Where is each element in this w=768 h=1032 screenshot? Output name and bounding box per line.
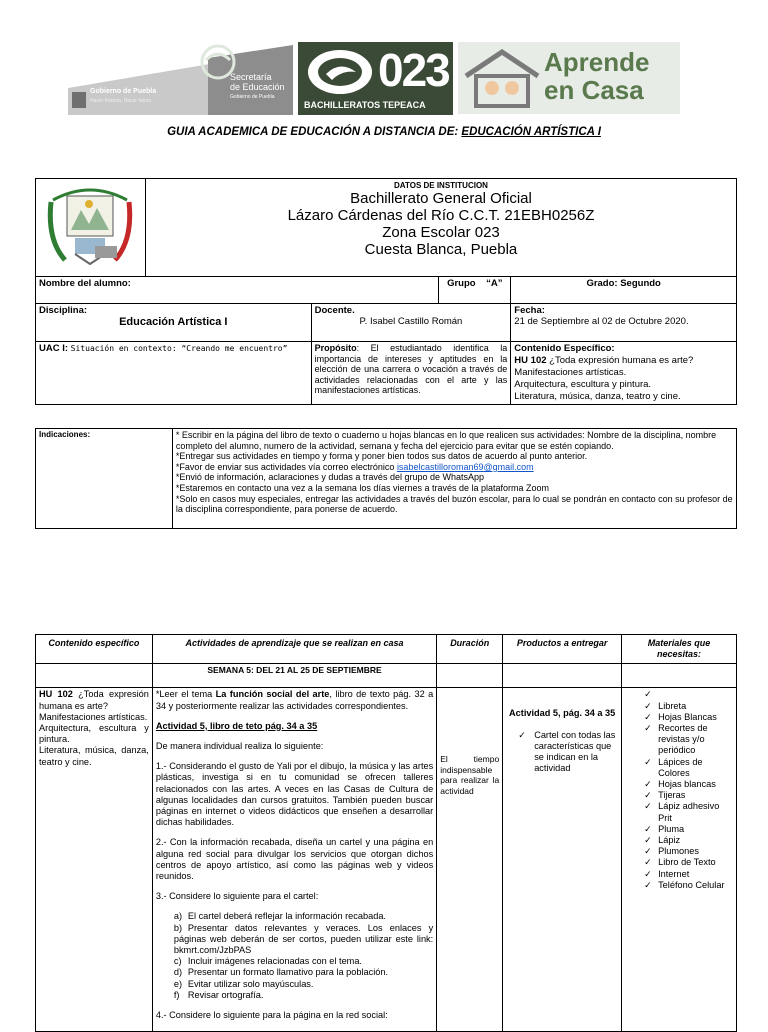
group-cell [439, 277, 511, 304]
indication-1: * Escribir en la página del libro de texto o cuaderno u hojas blancas en lo que realicen sus actividades: Nombre de la disciplina, nombre completo del alumno, numero de la actividad, semana y fecha del ejercicio para evitar que se estén copiando. [175, 430, 717, 451]
header-content: Contenido específico [36, 635, 153, 664]
material-item: ✓ Tijeras [644, 790, 733, 801]
content-line2: Manifestaciones artísticas. [514, 367, 627, 378]
teacher-label: Docente [314, 305, 353, 316]
week-label: SEMANA 5: DEL 21 AL 25 DE SEPTIEMBRE [152, 664, 436, 688]
teacher-cell: Docente. P. Isabel Castillo Román [311, 304, 511, 342]
discipline-cell: Disciplina: Educación Artística I [36, 304, 312, 342]
activity-content-line2: Manifestaciones artísticas. [39, 711, 148, 722]
activities-detail [152, 688, 436, 1032]
material-item: ✓ Hojas blancas [644, 779, 733, 790]
material-item: ✓ Pluma [644, 824, 733, 835]
poster-requirement [174, 911, 433, 922]
activity-step-2: 2.- Con la información recabada, diseña un cartel y una página en alguna red social para divulgar los servicios que otorgan dichos centros de apoyo artístico, así como las páginas web y videos reunidos. [155, 837, 434, 882]
header-activities: Actividades de aprendizaje que se realizan en casa [152, 635, 436, 664]
requirement-text: Presentar un formato llamativo para la población. [187, 967, 389, 978]
indication-5: *Estaremos en contacto una vez a la semana los días viernes a través de la plataforma Zoom [175, 482, 550, 493]
material-item: ✓ Lápiz adhesivo Prit [644, 801, 733, 823]
header-materials: Materiales que necesitas: [622, 635, 737, 664]
header-products: Productos a entregar [503, 635, 622, 664]
indications-table [35, 428, 737, 529]
content-hu: HU 102 [514, 355, 547, 366]
material-item: ✓ Libro de Texto [644, 857, 733, 868]
requirement-key: f) [173, 989, 180, 1000]
products-cell [503, 688, 622, 1032]
activity-intro-topic: La función social del arte [215, 689, 330, 700]
material-item: ✓ Lápices de Colores [644, 757, 733, 779]
indication-2: *Entregar sus actividades en tiempo y forma y poner bien todos sus datos de acuerdo al punto anterior. [175, 451, 588, 462]
material-item: ✓ Hojas Blancas [644, 712, 733, 723]
requirement-text: Incluir imágenes relacionadas con el tema. [187, 956, 362, 967]
content-line4: Literatura, música, danza, teatro y cine. [514, 391, 681, 402]
content-specific-label: Contenido Específico: [514, 343, 615, 354]
uac-value: Situación en contexto: “Creando me encuentro” [70, 344, 288, 353]
indications-label: Indicaciones: [36, 429, 173, 529]
poster-requirement [174, 923, 433, 957]
title-subject: EDUCACIÓN ARTÍSTICA I [461, 126, 601, 138]
institution-table [35, 178, 737, 405]
material-item: ✓ Recortes de revistas y/o periódico [644, 723, 733, 757]
requirement-text: Evitar utilizar solo mayúsculas. [187, 978, 314, 989]
group-label: Grupo [447, 278, 476, 289]
institution-section-label: DATOS DE INSTITUCION [394, 181, 488, 190]
activity-content-line3: Arquitectura, escultura y pintura. [39, 723, 149, 745]
product-item-text: Cartel con todas las características que se indican en la actividad [534, 729, 616, 774]
indication-6: *Solo en casos muy especiales, entregar las actividades a través del buzón escolar, para lo cual se pondrán en contacto con su profesor de la disciplina correspondiente, para ponerse de acuerdo. [175, 493, 733, 515]
activity-step-1: 1.- Considerando el gusto de Yali por el dibujo, la música y las artes plásticas, investiga si en tu comunidad se ofrecen talleres relacionados con las artes. A veces en las Casas de Cultura de algunas localidades dan cursos gratuitos. También pueden buscar páginas en internet o videos didácticos que enseñen a desarrollar dichas habilidades. [155, 761, 434, 828]
document-title [0, 126, 768, 138]
gobierno-puebla-logo [68, 40, 293, 115]
content-specific-cell [511, 342, 737, 405]
header-duration: Duración [437, 635, 503, 664]
teacher-value: P. Isabel Castillo Román [359, 316, 463, 327]
discipline-value: Educación Artística I [119, 316, 228, 328]
indication-3-text: *Favor de enviar sus actividades vía correo electrónico [175, 461, 397, 472]
poster-requirement [174, 979, 433, 990]
material-item: ✓ Internet [644, 869, 733, 880]
indications-content [172, 429, 736, 529]
purpose-cell [311, 342, 511, 405]
teacher-email-link[interactable]: isabelcastilloroman69@gmail.com [396, 461, 534, 472]
material-item: ✓ Teléfono Celular [644, 880, 733, 891]
duration-text: El tiempo indispensable para realizar la actividad [437, 688, 503, 1032]
uac-label: UAC I: [39, 343, 69, 354]
requirement-key: c) [173, 956, 182, 967]
requirement-key: b) [173, 922, 183, 933]
activity-content-line4: Literatura, música, danza, teatro y cine. [39, 745, 149, 767]
materials-list [640, 689, 733, 891]
date-label: Fecha [514, 305, 542, 316]
indication-3 [176, 462, 733, 473]
materials-cell [622, 688, 737, 1032]
requirement-text: Revisar ortografía. [187, 989, 264, 1000]
activity-title: Actividad 5, libro de teto pág. 34 a 35 [155, 720, 318, 731]
requirement-text: Presentar datos relevantes y veraces. Los enlaces y páginas web deberán de ser cortos, pueden utilizar este link: bkmrt.com/JzbPAS [173, 922, 434, 956]
activity-question: ¿Toda expresión humana es arte? [39, 689, 149, 711]
uac-cell [36, 342, 312, 405]
school-seal-cell [36, 179, 146, 277]
activity-individual: De manera individual realiza lo siguiente: [155, 741, 324, 752]
institution-line3: Zona Escolar 023 [382, 224, 500, 241]
date-cell: Fecha: 21 de Septiembre al 02 de Octubre 2020. [511, 304, 737, 342]
discipline-label: Disciplina [39, 305, 84, 316]
logo-023-number: 023 [378, 44, 449, 96]
purpose-label: Propósito [314, 343, 357, 353]
school-seal-icon [45, 180, 135, 272]
product-title: Actividad 5, pág. 34 a 35 [509, 708, 616, 719]
institution-line2: Lázaro Cárdenas del Río C.C.T. 21EBH0256Z [287, 207, 595, 224]
content-specific-detail [36, 688, 153, 1032]
gob-logo-text: Gobierno de Puebla [90, 88, 157, 95]
institution-line4: Cuesta Blanca, Puebla [364, 241, 518, 258]
material-item: ✓ Lápiz [644, 835, 733, 846]
product-item [506, 730, 618, 775]
material-item: ✓ Libreta [644, 701, 733, 712]
activity-intro: *Leer el tema La función social del arte, libro de texto pág. 32 a 34 y posteriormente realizar las actividades correspondientes. [155, 689, 434, 711]
poster-requirement [174, 967, 433, 978]
student-name-label: Nombre del alumno: [36, 277, 439, 304]
group-value: “A” [486, 278, 503, 289]
logo-023-label: BACHILLERATOS TEPEACA [304, 100, 426, 110]
poster-requirements-list [156, 911, 433, 1001]
activity-step-4: 4.- Considere lo siguiente para la página en la red social: [155, 1010, 388, 1021]
grade-cell [511, 277, 737, 304]
requirement-text: El cartel deberá reflejar la información recabada. [187, 911, 386, 922]
content-line3: Arquitectura, escultura y pintura. [514, 379, 652, 390]
activities-table [35, 634, 737, 1032]
sep-logo-text: Secretaría de Educación Gobierno de Puebla [230, 72, 285, 100]
institution-cell [145, 179, 736, 277]
poster-requirement [174, 956, 433, 967]
institution-line1: Bachillerato General Oficial [350, 190, 532, 207]
date-value: 21 de Septiembre al 02 de Octubre 2020. [514, 316, 689, 327]
indication-4: *Envió de información, aclaraciones y dudas a través del grupo de WhatsApp [175, 472, 485, 483]
bachilleratos-tepeaca-logo [298, 42, 453, 115]
grade-label: Grado: [586, 278, 618, 289]
gob-logo-sub: Hacer historia. Hacer futuro. [90, 98, 153, 104]
purpose-text: : El estudiantado identifica la importancia de intereses y aptitudes en la elección de una carrera o vocación a través de actividades relacionadas con el arte y las manifestaciones artísticas. [314, 343, 508, 395]
activity-step-3: 3.- Considere lo siguiente para el cartel: [155, 891, 319, 902]
title-prefix: GUIA ACADEMICA DE EDUCACIÓN A DISTANCIA DE: [167, 126, 462, 138]
grade-value: Segundo [620, 278, 661, 289]
checkmark-icon: ✓ [518, 729, 526, 740]
material-item [644, 689, 733, 700]
activity-hu: HU 102 [39, 689, 73, 700]
aprende-line1: Aprende [544, 47, 650, 77]
requirement-key: a) [173, 911, 183, 922]
requirement-key: d) [173, 967, 183, 978]
poster-requirement [174, 990, 433, 1001]
material-item: ✓ Plumones [644, 846, 733, 857]
content-question: ¿Toda expresión humana es arte? [546, 355, 694, 366]
aprende-en-casa-logo [458, 42, 680, 114]
aprende-line2: en Casa [544, 75, 644, 105]
requirement-key: e) [173, 978, 183, 989]
